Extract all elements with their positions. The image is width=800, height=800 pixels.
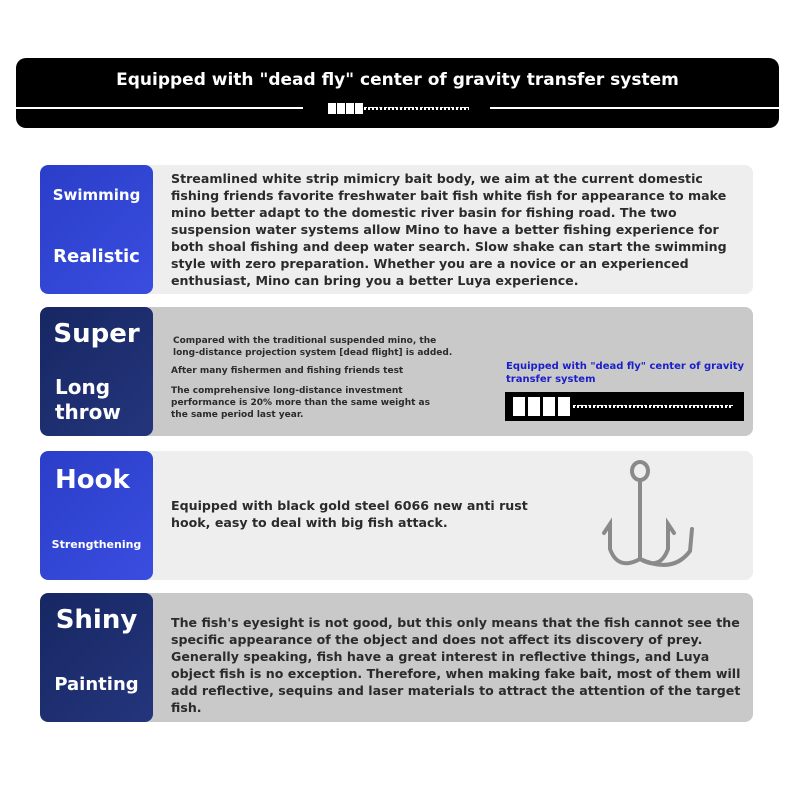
label-line2: Painting: [54, 674, 139, 695]
label-panel: [40, 307, 153, 436]
description-1: Compared with the traditional suspended mino, the long-distance projection system [dead flight] is added.: [173, 336, 453, 358]
feature-long-throw: [40, 307, 753, 436]
label-line2: Realistic: [53, 246, 140, 267]
label-line1: Super: [53, 319, 140, 349]
label-panel: [40, 593, 153, 722]
divider-left: [16, 107, 303, 109]
spring-image: [505, 392, 744, 421]
feature-hook: [40, 451, 753, 580]
label-panel: [40, 451, 153, 580]
feature-swimming: [40, 165, 753, 294]
description: Streamlined white strip mimicry bait body, we aim at the current domestic fishing friends favorite freshwater bait fish white fish for appearance to make mino better adapt to the domestic river basin for fishing road. The two suspension water systems allow Mino to have a better fishing experience for both shoal fishing and deep water search. Slow shake can start the swimming style with zero preparation. Whether you are a novice or an experienced enthusiast, Mino can bring you a better Luya experience.: [171, 171, 727, 288]
label-line2: Long throw: [55, 375, 121, 424]
description: Equipped with black gold steel 6066 new anti rust hook, easy to deal with big fish attack.: [171, 498, 528, 530]
divider-right: [490, 107, 779, 109]
banner-title: Equipped with "dead fly" center of gravity transfer system: [116, 70, 679, 90]
description-3: The comprehensive long-distance investment performance is 20% more than the same weight as the same period last year.: [171, 386, 430, 420]
feature-shiny: [40, 593, 753, 722]
label-panel: [40, 165, 153, 294]
label-line1: Shiny: [55, 605, 138, 635]
label-line1: Swimming: [52, 186, 141, 204]
treble-hook-icon: [598, 459, 698, 574]
description-2: After many fishermen and fishing friends test: [171, 366, 404, 376]
label-line1: Hook: [55, 465, 130, 495]
spring-caption: Equipped with "dead fly" center of gravity transfer system: [506, 361, 745, 385]
label-line2: Strengthening: [51, 538, 142, 551]
header-banner: [16, 58, 779, 128]
spring-weight-icon: [513, 397, 733, 416]
description: The fish's eyesight is not good, but this only means that the fish cannot see the specific appearance of the object and does not affect its discovery of prey. Generally speaking, fish have a great interest in reflective things, and Luya object fish is no exception. Therefore, when making fake bait, most of them will add reflective, sequins and laser materials to attract the attention of the target fish.: [171, 615, 741, 715]
spring-weight-icon: [328, 103, 469, 114]
